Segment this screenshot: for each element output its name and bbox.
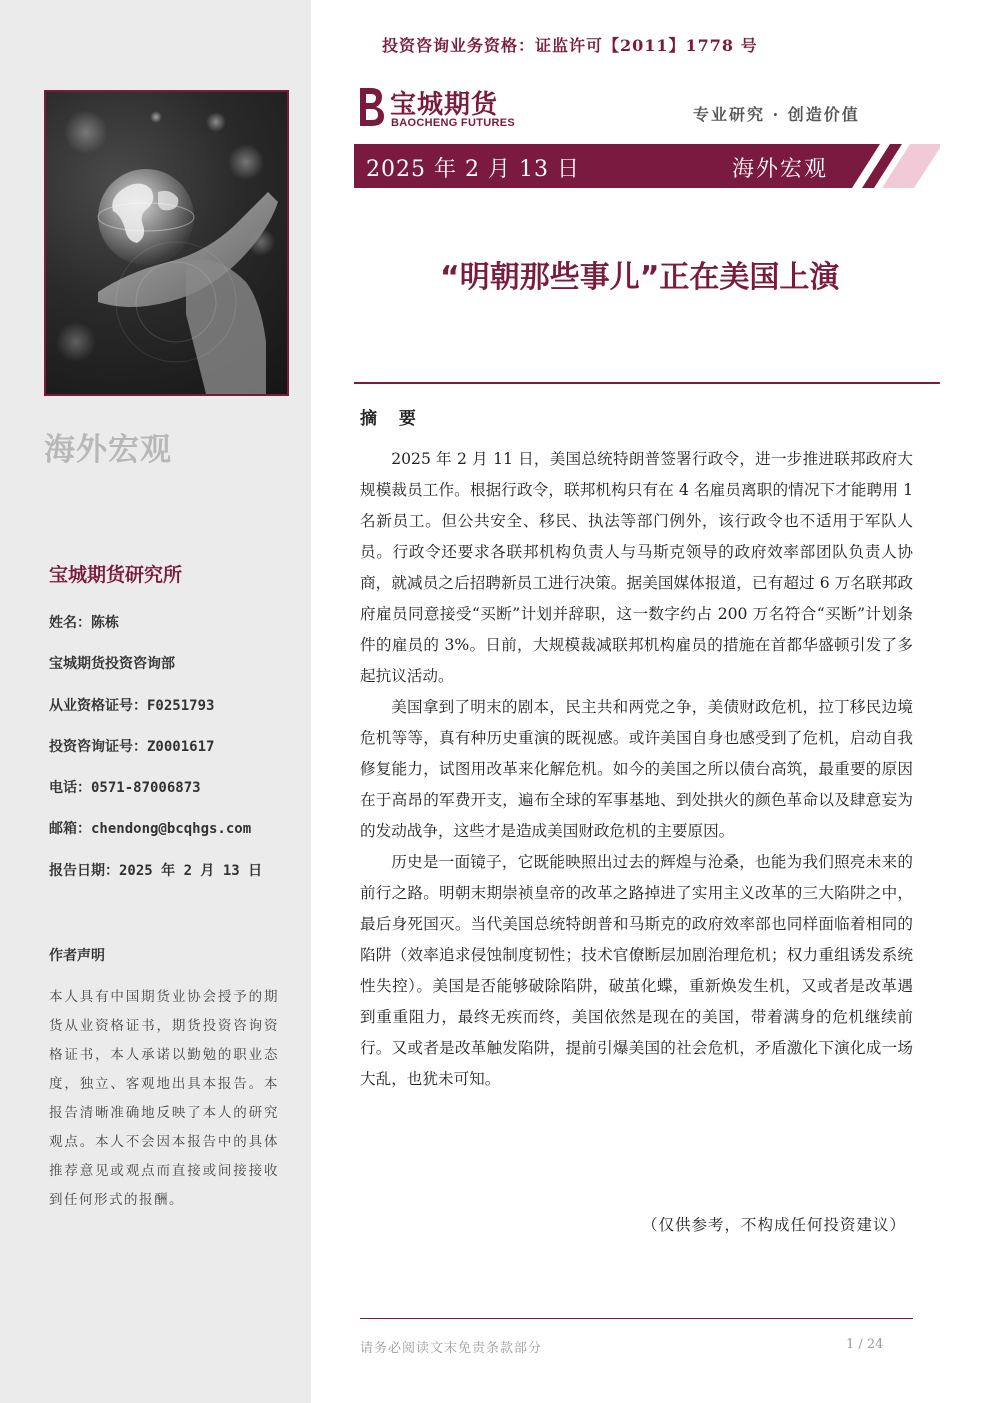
date-band <box>354 144 940 188</box>
page-number: 1 / 24 <box>846 1337 884 1352</box>
cover-image <box>44 90 289 396</box>
author-statement-title: 作者声明 <box>49 948 105 964</box>
body-paragraph: 2025 年 2 月 11 日，美国总统特朗普签署行政令，进一步推进联邦政府大规模裁员工作。根据行政令，联邦机构只有在 4 名雇员离职的情况下才能聘用 1 名新员工。但公共安全、移民、执法等部门例外，该行政令也不适用于军队人员。行政令还要求各联邦机构负责人与马斯克领导的政府效率部团队负责人协商，就减员之后招聘新员工进行决策。据美国媒体报道，已有超过 6 万名联邦政府雇员同意接受“买断”计划并辞职，这一数字约占 200 万名符合“买断”计划条件的雇员的 3%。日前，大规模裁减联邦机构雇员的措施在首都华盛顿引发了多起抗议活动。 <box>360 450 913 685</box>
author-statement-body: 本人具有中国期货业协会授予的期货从业资格证书，期货投资咨询资格证书，本人承诺以勤勉的职业态度，独立、客观地出具本报告。本报告清晰准确地反映了本人的研究观点。本人不会因本报告中的具体推荐意见或观点而直接或间接接收到任何形式的报酬。 <box>49 989 279 1208</box>
logo-english-text: BAOCHENG FUTURES <box>391 117 515 129</box>
author-phone: 电话：0571-87006873 <box>49 780 201 797</box>
report-date-banner: 2025 年 2 月 13 日 <box>366 157 580 182</box>
author-department: 宝城期货投资咨询部 <box>49 656 175 673</box>
body-paragraph: 历史是一面镜子，它既能映照出过去的辉煌与沧桑，也能为我们照亮未来的前行之路。明朝末期崇祯皇帝的改革之路掉进了实用主义改革的三大陷阱之中，最后身死国灭。当代美国总统特朗普和马斯克的政府效率部也同样面临着相同的陷阱（效率追求侵蚀制度韧性；技术官僚断层加剧治理危机；权力重组诱发系统性失控）。美国是否能够破除陷阱，破茧化蝶，重新焕发生机，又或者是改革遇到重重阻力，最终无疾而终，美国依然是现在的美国，带着满身的危机继续前行。又或者是改革触发陷阱，提前引爆美国的社会危机，矛盾激化下演化成一场大乱，也犹未可知。 <box>360 853 913 1088</box>
report-date: 报告日期：2025 年 2 月 13 日 <box>49 862 263 879</box>
investment-disclaimer-note: （仅供参考，不构成任何投资建议） <box>641 1216 906 1234</box>
body-paragraph: 美国拿到了明末的剧本，民主共和两党之争，美债财政危机，拉丁移民边境危机等等，真有种历史重演的既视感。或许美国自身也感受到了危机，启动自我修复能力，试图用改革来化解危机。如今的美国之所以债台高筑，最重要的原因在于高昂的军费开支，遍布全球的军事基地、到处拱火的颜色革命以及肆意妄为的发动战争，这些才是造成美国财政危机的主要原因。 <box>360 698 913 840</box>
footer-divider <box>360 1318 913 1319</box>
company-logo <box>354 84 524 134</box>
author-info <box>49 612 262 901</box>
logo-chinese-text: 宝城期货 <box>390 90 499 120</box>
practice-license-number: 从业资格证号：F0251793 <box>49 697 215 714</box>
sidebar-section-label: 海外宏观 <box>44 432 172 468</box>
footer-notice: 请务必阅读文末免责条款部分 <box>360 1341 543 1356</box>
baocheng-logo-icon <box>354 84 388 130</box>
institute-name: 宝城期货研究所 <box>49 564 183 586</box>
article-body <box>360 444 913 1095</box>
abstract-label: 摘 要 <box>360 409 424 429</box>
title-divider <box>354 382 940 384</box>
advisory-license-number: 投资咨询证号：Z0001617 <box>49 738 215 755</box>
author-email: 邮箱：chendong@bcqhgs.com <box>49 821 252 838</box>
author-name: 姓名：陈栋 <box>49 615 119 631</box>
article-title: “明朝那些事儿”正在美国上演 <box>440 260 840 295</box>
globe-in-hand-illustration <box>46 92 287 394</box>
report-category-banner: 海外宏观 <box>732 157 829 182</box>
slogan: 专业研究 · 创造价值 <box>693 105 860 124</box>
license-line: 投资咨询业务资格：证监许可【2011】1778 号 <box>382 36 758 55</box>
sidebar <box>0 0 311 1403</box>
